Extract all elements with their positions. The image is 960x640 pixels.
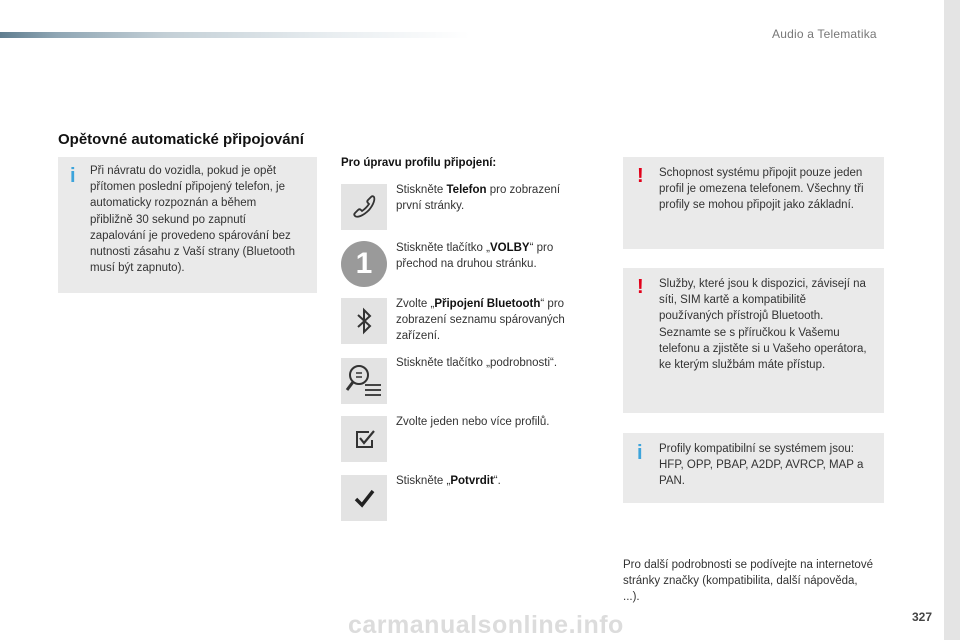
section-title: Opětovné automatické připojování (58, 131, 304, 148)
step-1-text: Stiskněte Telefon pro zobrazení první stránky. (396, 184, 561, 213)
info-box-left (58, 157, 317, 293)
page-edge-strip (944, 0, 960, 640)
warning-icon: ! (637, 276, 644, 298)
checkbox-icon (341, 416, 387, 462)
header-gradient-bar (0, 32, 470, 38)
step-5-text: Zvolte jeden nebo více profilů. (396, 416, 550, 428)
bluetooth-icon (341, 298, 387, 344)
watermark: carmanualsonline.info (348, 611, 624, 639)
info-box-right (623, 433, 884, 503)
step-2-text: Stiskněte tlačítko „VOLBY“ pro přechod na druhou stránku. (396, 242, 554, 271)
step-6-text: Stiskněte „Potvrdit“. (396, 475, 501, 487)
header-title: Audio a Telematika (772, 27, 877, 41)
step-4-text: Stiskněte tlačítko „podrobnosti“. (396, 357, 558, 369)
info-icon: i (637, 442, 643, 464)
footer-note: Pro další podrobnosti se podívejte na internetové stránky značky (kompatibilita, další nápověda, ...). (623, 559, 873, 604)
info-box-left-text: Při návratu do vozidla, pokud je opět přítomen poslední připojený telefon, je automaticky rozpoznán a během přibližně 30 sekund po zapnutí zapalování je provedeno spárování bez nutnosti zásahu z Vaší strany (Bluetooth musí být zapnuto). (90, 165, 295, 275)
step-3-text: Zvolte „Připojení Bluetooth“ pro zobrazení seznamu spárovaných zařízení. (396, 298, 565, 343)
warning-box-2 (623, 268, 884, 413)
details-icon (341, 358, 387, 404)
steps-heading: Pro úpravu profilu připojení: (341, 157, 497, 169)
info-icon: i (70, 165, 76, 187)
warning-2-text: Služby, které jsou k dispozici, závisejí na síti, SIM kartě a kompatibilitě používaných přístrojů Bluetooth. Seznamte se s příručkou k Vašemu telefonu a zjistěte si u Vašeho operátora, ke kterým službám máte přístup. (659, 278, 867, 372)
phone-icon (341, 184, 387, 230)
check-icon (341, 475, 387, 521)
warning-icon: ! (637, 165, 644, 187)
warning-box-1 (623, 157, 884, 249)
info-box-right-text: Profily kompatibilní se systémem jsou: HFP, OPP, PBAP, A2DP, AVRCP, MAP a PAN. (659, 443, 864, 488)
warning-1-text: Schopnost systému připojit pouze jeden profil je omezena telefonem. Všechny tři profily se mohou připojit jako základní. (659, 167, 864, 212)
page-number: 327 (912, 610, 933, 624)
step-number-badge: 1 (341, 241, 387, 287)
